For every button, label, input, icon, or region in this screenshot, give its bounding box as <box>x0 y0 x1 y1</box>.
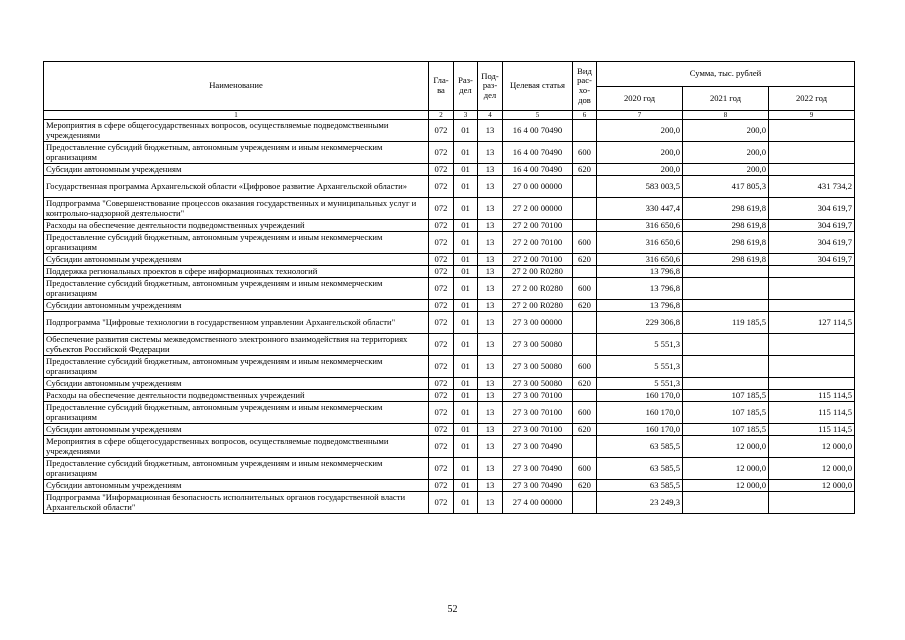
row-sum-2022: 115 114,5 <box>769 390 855 402</box>
table-row <box>44 492 855 514</box>
row-glava: 072 <box>429 164 454 176</box>
row-sum-2022: 304 619,7 <box>769 220 855 232</box>
page-number: 52 <box>447 604 458 615</box>
row-sum-2021 <box>683 356 769 378</box>
col-num: 5 <box>503 111 573 120</box>
row-sum-2021 <box>683 334 769 356</box>
row-razdel: 01 <box>454 458 478 480</box>
row-target: 27 3 00 70490 <box>503 458 573 480</box>
row-target: 27 3 00 70100 <box>503 424 573 436</box>
row-sum-2022: 12 000,0 <box>769 458 855 480</box>
row-sum-2022 <box>769 164 855 176</box>
row-vid <box>573 198 597 220</box>
table-row <box>44 458 855 480</box>
header-2022: 2022 год <box>769 87 855 111</box>
col-num: 4 <box>478 111 503 120</box>
row-razdel: 01 <box>454 176 478 198</box>
row-sum-2020: 330 447,4 <box>597 198 683 220</box>
row-vid: 600 <box>573 142 597 164</box>
row-podrazdel: 13 <box>478 390 503 402</box>
row-sum-2021 <box>683 378 769 390</box>
row-sum-2021: 107 185,5 <box>683 424 769 436</box>
col-num: 8 <box>683 111 769 120</box>
row-target: 27 3 00 70490 <box>503 436 573 458</box>
row-razdel: 01 <box>454 220 478 232</box>
row-sum-2021: 417 805,3 <box>683 176 769 198</box>
row-podrazdel: 13 <box>478 300 503 312</box>
row-name: Подпрограмма "Информационная безопасность исполнительных органов государственной власти Архангельской области" <box>44 492 429 514</box>
row-sum-2020: 63 585,5 <box>597 436 683 458</box>
header-name: Наименование <box>44 62 429 111</box>
row-name: Субсидии автономным учреждениям <box>44 254 429 266</box>
row-sum-2021: 12 000,0 <box>683 436 769 458</box>
row-vid <box>573 220 597 232</box>
row-glava: 072 <box>429 492 454 514</box>
row-razdel: 01 <box>454 424 478 436</box>
row-podrazdel: 13 <box>478 356 503 378</box>
row-glava: 072 <box>429 232 454 254</box>
row-sum-2021: 200,0 <box>683 164 769 176</box>
row-name: Расходы на обеспечение деятельности подведомственных учреждений <box>44 220 429 232</box>
row-sum-2021: 298 619,8 <box>683 198 769 220</box>
row-sum-2021 <box>683 278 769 300</box>
row-glava: 072 <box>429 120 454 142</box>
row-podrazdel: 13 <box>478 492 503 514</box>
row-target: 27 2 00 R0280 <box>503 300 573 312</box>
row-vid: 620 <box>573 378 597 390</box>
row-razdel: 01 <box>454 278 478 300</box>
row-target: 16 4 00 70490 <box>503 164 573 176</box>
row-podrazdel: 13 <box>478 480 503 492</box>
table-row <box>44 176 855 198</box>
row-target: 27 3 00 00000 <box>503 312 573 334</box>
row-vid: 600 <box>573 356 597 378</box>
row-sum-2021: 200,0 <box>683 142 769 164</box>
row-sum-2022: 304 619,7 <box>769 198 855 220</box>
row-vid <box>573 312 597 334</box>
budget-table <box>43 61 855 514</box>
row-vid <box>573 390 597 402</box>
row-razdel: 01 <box>454 356 478 378</box>
row-sum-2021: 12 000,0 <box>683 480 769 492</box>
row-glava: 072 <box>429 254 454 266</box>
row-razdel: 01 <box>454 198 478 220</box>
row-sum-2022: 115 114,5 <box>769 402 855 424</box>
row-glava: 072 <box>429 402 454 424</box>
table-row <box>44 402 855 424</box>
table-row <box>44 390 855 402</box>
header-2021: 2021 год <box>683 87 769 111</box>
row-target: 27 2 00 70100 <box>503 232 573 254</box>
table-row <box>44 424 855 436</box>
col-num: 9 <box>769 111 855 120</box>
table-row <box>44 278 855 300</box>
table-row <box>44 378 855 390</box>
row-podrazdel: 13 <box>478 142 503 164</box>
row-glava: 072 <box>429 378 454 390</box>
row-sum-2020: 160 170,0 <box>597 402 683 424</box>
row-sum-2022: 12 000,0 <box>769 436 855 458</box>
row-vid: 600 <box>573 402 597 424</box>
row-razdel: 01 <box>454 164 478 176</box>
row-name: Мероприятия в сфере общегосударственных вопросов, осуществляемые подведомственными учреждениями <box>44 436 429 458</box>
row-podrazdel: 13 <box>478 254 503 266</box>
row-glava: 072 <box>429 176 454 198</box>
col-num: 3 <box>454 111 478 120</box>
row-razdel: 01 <box>454 232 478 254</box>
row-sum-2020: 160 170,0 <box>597 424 683 436</box>
row-sum-2020: 13 796,8 <box>597 300 683 312</box>
table-row <box>44 312 855 334</box>
row-vid <box>573 266 597 278</box>
row-vid: 620 <box>573 300 597 312</box>
row-target: 27 3 00 70100 <box>503 402 573 424</box>
row-name: Предоставление субсидий бюджетным, автономным учреждениям и иным некоммерческим организациям <box>44 458 429 480</box>
row-target: 16 4 00 70490 <box>503 142 573 164</box>
row-podrazdel: 13 <box>478 266 503 278</box>
col-num: 6 <box>573 111 597 120</box>
row-target: 27 2 00 R0280 <box>503 278 573 300</box>
table-row <box>44 480 855 492</box>
row-podrazdel: 13 <box>478 232 503 254</box>
header-razdel: Раз-дел <box>454 62 478 111</box>
row-name: Субсидии автономным учреждениям <box>44 300 429 312</box>
row-sum-2020: 5 551,3 <box>597 356 683 378</box>
header-2020: 2020 год <box>597 87 683 111</box>
row-sum-2022: 304 619,7 <box>769 232 855 254</box>
row-razdel: 01 <box>454 266 478 278</box>
row-glava: 072 <box>429 458 454 480</box>
column-number-row <box>44 111 855 120</box>
row-glava: 072 <box>429 220 454 232</box>
row-razdel: 01 <box>454 254 478 266</box>
row-razdel: 01 <box>454 436 478 458</box>
row-sum-2022 <box>769 120 855 142</box>
row-sum-2020: 316 650,6 <box>597 220 683 232</box>
col-num: 1 <box>44 111 429 120</box>
row-target: 27 2 00 70100 <box>503 254 573 266</box>
row-sum-2020: 316 650,6 <box>597 254 683 266</box>
table-row <box>44 120 855 142</box>
row-sum-2022: 12 000,0 <box>769 480 855 492</box>
header-target: Целевая статья <box>503 62 573 111</box>
row-sum-2020: 316 650,6 <box>597 232 683 254</box>
row-sum-2021: 298 619,8 <box>683 254 769 266</box>
row-glava: 072 <box>429 436 454 458</box>
row-razdel: 01 <box>454 300 478 312</box>
row-name: Подпрограмма "Цифровые технологии в государственном управлении Архангельской области" <box>44 312 429 334</box>
row-sum-2021: 107 185,5 <box>683 402 769 424</box>
row-sum-2022 <box>769 378 855 390</box>
row-sum-2020: 13 796,8 <box>597 266 683 278</box>
row-sum-2021 <box>683 492 769 514</box>
row-razdel: 01 <box>454 142 478 164</box>
row-target: 27 3 00 70100 <box>503 390 573 402</box>
row-vid: 600 <box>573 458 597 480</box>
col-num: 7 <box>597 111 683 120</box>
table-row <box>44 356 855 378</box>
row-sum-2020: 5 551,3 <box>597 334 683 356</box>
row-name: Подпрограмма "Совершенствование процессов оказания государственных и муниципальных услуг и контрольно-надзорной деятельности" <box>44 198 429 220</box>
row-vid: 620 <box>573 254 597 266</box>
row-razdel: 01 <box>454 312 478 334</box>
table-row <box>44 198 855 220</box>
row-podrazdel: 13 <box>478 424 503 436</box>
row-vid: 600 <box>573 232 597 254</box>
header-vid: Вид рас-хо-дов <box>573 62 597 111</box>
row-sum-2021: 298 619,8 <box>683 232 769 254</box>
row-podrazdel: 13 <box>478 312 503 334</box>
row-target: 27 2 00 00000 <box>503 198 573 220</box>
row-vid: 620 <box>573 480 597 492</box>
row-vid <box>573 120 597 142</box>
row-name: Мероприятия в сфере общегосударственных вопросов, осуществляемые подведомственными учреждениями <box>44 120 429 142</box>
header-glava: Гла-ва <box>429 62 454 111</box>
row-sum-2022 <box>769 142 855 164</box>
row-razdel: 01 <box>454 120 478 142</box>
row-vid <box>573 334 597 356</box>
row-vid: 620 <box>573 164 597 176</box>
row-sum-2021: 200,0 <box>683 120 769 142</box>
row-sum-2022 <box>769 334 855 356</box>
table-row <box>44 300 855 312</box>
table-row <box>44 266 855 278</box>
row-name: Государственная программа Архангельской области «Цифровое развитие Архангельской области» <box>44 176 429 198</box>
table-row <box>44 436 855 458</box>
row-target: 27 3 00 50080 <box>503 334 573 356</box>
row-podrazdel: 13 <box>478 402 503 424</box>
row-sum-2020: 200,0 <box>597 164 683 176</box>
row-sum-2021 <box>683 300 769 312</box>
row-name: Предоставление субсидий бюджетным, автономным учреждениям и иным некоммерческим организациям <box>44 142 429 164</box>
row-podrazdel: 13 <box>478 458 503 480</box>
row-podrazdel: 13 <box>478 120 503 142</box>
row-vid: 600 <box>573 278 597 300</box>
row-name: Поддержка региональных проектов в сфере информационных технологий <box>44 266 429 278</box>
row-glava: 072 <box>429 480 454 492</box>
row-target: 27 3 00 70490 <box>503 480 573 492</box>
row-glava: 072 <box>429 198 454 220</box>
row-target: 27 2 00 R0280 <box>503 266 573 278</box>
row-sum-2020: 160 170,0 <box>597 390 683 402</box>
row-name: Субсидии автономным учреждениям <box>44 480 429 492</box>
row-target: 27 2 00 70100 <box>503 220 573 232</box>
table-row <box>44 232 855 254</box>
row-sum-2022: 127 114,5 <box>769 312 855 334</box>
row-name: Предоставление субсидий бюджетным, автономным учреждениям и иным некоммерческим организациям <box>44 402 429 424</box>
table-row <box>44 334 855 356</box>
row-vid <box>573 176 597 198</box>
row-sum-2022: 304 619,7 <box>769 254 855 266</box>
row-sum-2020: 200,0 <box>597 120 683 142</box>
row-glava: 072 <box>429 390 454 402</box>
row-sum-2022 <box>769 278 855 300</box>
col-num: 2 <box>429 111 454 120</box>
row-sum-2021: 12 000,0 <box>683 458 769 480</box>
row-sum-2020: 63 585,5 <box>597 458 683 480</box>
row-target: 27 3 00 50080 <box>503 378 573 390</box>
row-glava: 072 <box>429 142 454 164</box>
row-podrazdel: 13 <box>478 378 503 390</box>
row-sum-2021: 119 185,5 <box>683 312 769 334</box>
row-razdel: 01 <box>454 402 478 424</box>
row-sum-2020: 63 585,5 <box>597 480 683 492</box>
row-podrazdel: 13 <box>478 334 503 356</box>
row-podrazdel: 13 <box>478 198 503 220</box>
row-target: 27 3 00 50080 <box>503 356 573 378</box>
row-sum-2022: 115 114,5 <box>769 424 855 436</box>
row-sum-2021: 298 619,8 <box>683 220 769 232</box>
row-name: Предоставление субсидий бюджетным, автономным учреждениям и иным некоммерческим организациям <box>44 356 429 378</box>
row-name: Субсидии автономным учреждениям <box>44 164 429 176</box>
row-glava: 072 <box>429 424 454 436</box>
row-glava: 072 <box>429 334 454 356</box>
table-row <box>44 220 855 232</box>
row-sum-2020: 200,0 <box>597 142 683 164</box>
row-sum-2020: 13 796,8 <box>597 278 683 300</box>
row-target: 27 4 00 00000 <box>503 492 573 514</box>
row-sum-2020: 5 551,3 <box>597 378 683 390</box>
header-podrazdel: Под-раз-дел <box>478 62 503 111</box>
header-sum: Сумма, тыс. рублей <box>597 62 855 87</box>
table-row <box>44 254 855 266</box>
row-sum-2021: 107 185,5 <box>683 390 769 402</box>
row-glava: 072 <box>429 266 454 278</box>
row-razdel: 01 <box>454 390 478 402</box>
row-sum-2022 <box>769 492 855 514</box>
row-podrazdel: 13 <box>478 176 503 198</box>
row-podrazdel: 13 <box>478 220 503 232</box>
row-podrazdel: 13 <box>478 436 503 458</box>
row-sum-2022 <box>769 300 855 312</box>
row-vid <box>573 436 597 458</box>
row-razdel: 01 <box>454 334 478 356</box>
table-row <box>44 164 855 176</box>
row-name: Расходы на обеспечение деятельности подведомственных учреждений <box>44 390 429 402</box>
row-name: Субсидии автономным учреждениям <box>44 378 429 390</box>
row-sum-2021 <box>683 266 769 278</box>
row-podrazdel: 13 <box>478 164 503 176</box>
row-sum-2020: 23 249,3 <box>597 492 683 514</box>
row-podrazdel: 13 <box>478 278 503 300</box>
row-sum-2020: 229 306,8 <box>597 312 683 334</box>
row-razdel: 01 <box>454 480 478 492</box>
row-glava: 072 <box>429 300 454 312</box>
row-glava: 072 <box>429 356 454 378</box>
row-sum-2022 <box>769 266 855 278</box>
table-row <box>44 142 855 164</box>
row-razdel: 01 <box>454 492 478 514</box>
row-target: 27 0 00 00000 <box>503 176 573 198</box>
row-name: Предоставление субсидий бюджетным, автономным учреждениям и иным некоммерческим организациям <box>44 278 429 300</box>
row-name: Обеспечение развития системы межведомственного электронного взаимодействия на территориях субъектов Российской Федерации <box>44 334 429 356</box>
row-sum-2022 <box>769 356 855 378</box>
row-target: 16 4 00 70490 <box>503 120 573 142</box>
row-sum-2020: 583 003,5 <box>597 176 683 198</box>
row-vid <box>573 492 597 514</box>
row-glava: 072 <box>429 312 454 334</box>
row-name: Субсидии автономным учреждениям <box>44 424 429 436</box>
row-name: Предоставление субсидий бюджетным, автономным учреждениям и иным некоммерческим организациям <box>44 232 429 254</box>
row-vid: 620 <box>573 424 597 436</box>
row-razdel: 01 <box>454 378 478 390</box>
row-sum-2022: 431 734,2 <box>769 176 855 198</box>
row-glava: 072 <box>429 278 454 300</box>
